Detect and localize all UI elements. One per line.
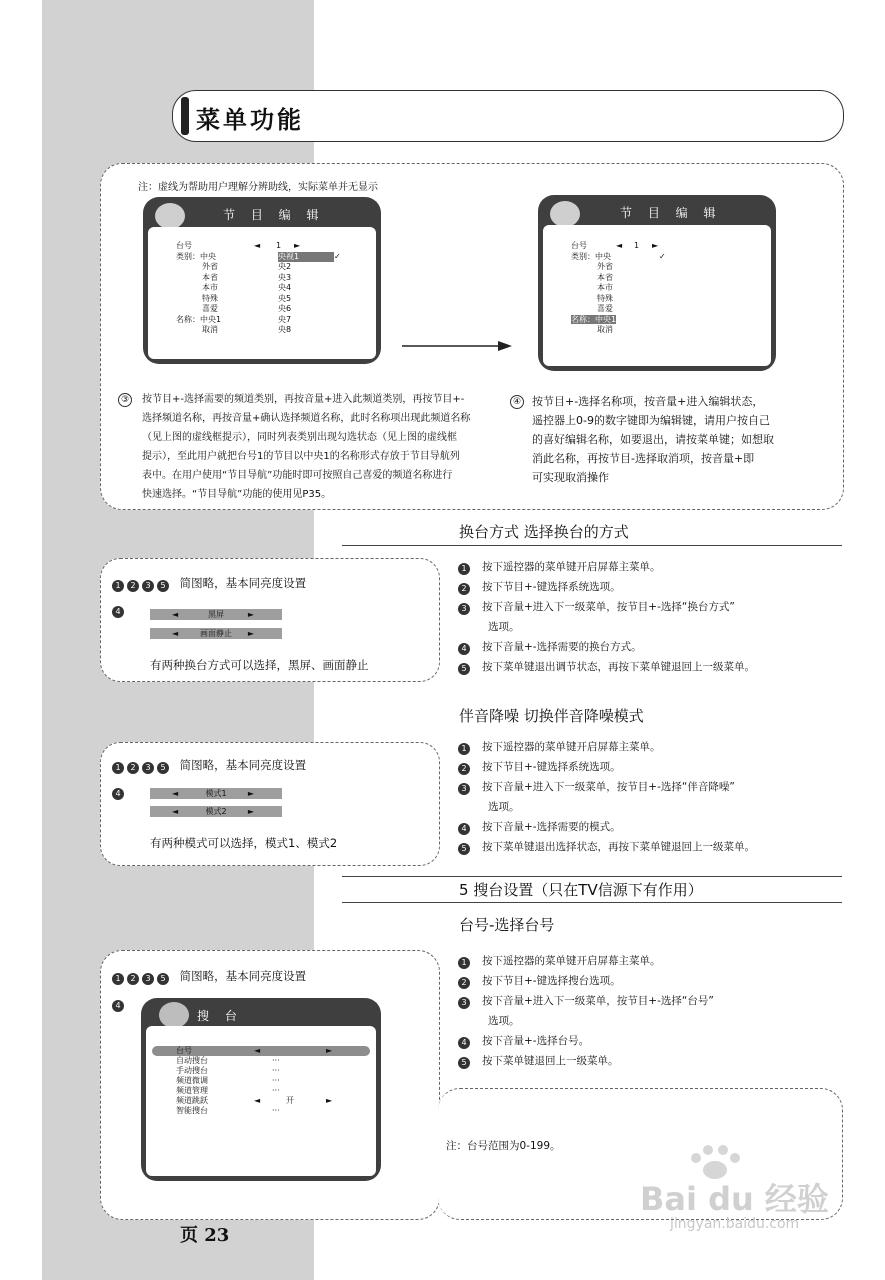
step3-block [118,390,498,504]
screen-right [538,195,776,371]
screen-left-body [148,227,376,359]
arrow-right-icon [400,338,515,354]
section3-note: 注：台号范围为0-199。 [446,1140,561,1152]
list-item: 1 按下遥控器的菜单键开启屏幕主菜单。 [458,951,848,971]
section2-side-heading: 1 2 3 5 简图略，基本同亮度设置 [112,757,306,774]
search-menu-body [146,1026,376,1176]
screen-right-body [543,225,771,366]
list-item: 3 按下音量+进入下一级菜单，按节目+-选择“换台方式” [458,597,848,617]
page-title: 菜单功能 [196,106,304,134]
section1-side-heading: 1 2 3 5 简图略，基本同亮度设置 [112,575,306,592]
screen-left-title: 节 目 编 辑 [223,208,325,222]
list-item: 频道管理 ··· [176,1086,280,1095]
section3-num4: 4 [112,992,127,1012]
list-item: 3 按下音量+进入下一级菜单，按节目+-选择“伴音降噪” [458,777,848,797]
watermark-url: jingyan.baidu.com [670,1216,800,1232]
step4-text: 按节目+-选择名称项，按音量+进入编辑状态， 遥控器上0-9的数字键即为编辑键，请用户按自己 的喜好编辑名称，如要退出，请按菜单键；如想取 消此名称，再按节目-选择取消项，按音量+即 可实现取消操作 [532,395,774,484]
section2-num4: 4 [112,780,127,800]
section3-side-heading: 1 2 3 5 简图略，基本同亮度设置 [112,968,306,985]
list-item: 5 按下菜单键退回上一级菜单。 [458,1051,848,1071]
section3-heading: 台号-选择台号 [459,916,555,934]
list-item: 4 按下音量+-选择需要的换台方式。 [458,637,848,657]
list-item: 特殊 央5 [202,293,292,303]
list-item: 选项。 [488,1015,520,1027]
tv-logo-icon [159,1002,189,1028]
tv-logo-icon [550,201,580,227]
page-number: 页 23 [180,1225,230,1246]
section2-option-bar: ◄ 模式1 ► [150,788,282,799]
list-item: 2 按下节目+-键选择系统选项。 [458,757,848,777]
list-item: 特殊 [597,293,613,303]
list-item: 频道跳跃 ◄ 开 ► [176,1096,333,1105]
list-item: 取消 [597,325,613,334]
section2-option-bar: ◄ 模式2 ► [150,806,282,817]
title-accent-bar [181,97,189,135]
step3-number: ③ [118,393,132,407]
list-item: 喜爱 央6 [202,304,292,313]
tv-logo-icon [155,203,185,229]
list-item: 2 按下节目+-键选择系统选项。 [458,577,848,597]
list-item: 5 按下菜单键退出调节状态，再按下菜单键退回上一级菜单。 [458,657,848,677]
screen-left-rows [176,241,341,336]
list-item: 台号 ◄ 1 ► [571,241,659,250]
step4-number: ④ [510,395,524,409]
section1-rule [342,545,842,546]
list-item: 取消 央8 [202,325,292,334]
list-item: 外省 央2 [202,262,292,271]
step3-text: 按节目+-选择需要的频道类别，再按音量+进入此频道类别，再按节目+- 选择频道名称，再按音量+确认选择频道名称，此时名称项出现此频道名称 （见上图的虚线框提示），同时列表类别出现勾选状态（见上图的虚线框 提示），至此用户就把台号1的节目以中央1的名称形式存放于节目导航列 表中。在用户使用“节目导航”功能时即可按照自己喜爱的频道名称进行 快速选择。“节目导航”功能的使用见P35。 [142,394,471,500]
section2-steps [458,737,848,857]
section2-heading: 伴音降噪 切换伴音降噪模式 [459,707,644,725]
section1-option-bar: ◄ 画面静止 ► [150,628,282,639]
top-note: 注：虚线为帮助用户理解分辨助线，实际菜单并无显示 [138,182,378,193]
list-item: 喜爱 [597,304,613,313]
list-item: 类别：中央 央视1 ✓ [176,251,341,261]
list-item: 本市 央4 [202,283,292,292]
section3-rule-bottom [342,902,842,903]
list-item: 外省 [597,262,613,271]
list-item: 1 按下遥控器的菜单键开启屏幕主菜单。 [458,557,848,577]
list-item: 名称：中央1 [571,314,617,324]
section1-option-bar: ◄ 黑屏 ► [150,609,282,620]
list-item: 本省 央3 [202,272,292,282]
list-item: 5 按下菜单键退出选择状态，再按下菜单键退回上一级菜单。 [458,837,848,857]
section3-steps [458,951,848,1071]
list-item: 频道微调 ··· [176,1076,280,1085]
list-item: 台号 ◄ 1 ► [176,241,301,250]
screen-right-title: 节 目 编 辑 [620,206,722,220]
list-item: 3 按下音量+进入下一级菜单，按节目+-选择“台号” [458,991,848,1011]
list-item: 智能搜台 ··· [176,1106,280,1115]
section3-main-heading: 5 搜台设置（只在TV信源下有作用） [459,881,703,899]
list-item: 手动搜台 ··· [176,1066,280,1075]
section1-steps [458,557,848,677]
list-item: 本省 [597,272,613,282]
search-menu-screen [141,998,381,1181]
section1-side-text: 有两种换台方式可以选择，黑屏、画面静止 [150,658,369,672]
list-item: 选项。 [488,621,520,633]
watermark-brand: Bai du 经验 [640,1180,829,1218]
list-item: 2 按下节目+-键选择搜台选项。 [458,971,848,991]
list-item: 本市 [597,283,613,292]
list-item: 名称：中央1 央7 [176,314,292,324]
list-item: 类别：中央 ✓ [571,251,666,261]
search-menu-rows [176,1046,371,1116]
section1-num4: 4 [112,598,127,618]
step4-block [510,392,830,487]
list-item: 4 按下音量+-选择需要的模式。 [458,817,848,837]
search-menu-title: 搜 台 [197,1009,243,1023]
screen-left [143,197,381,364]
section2-side-text: 有两种模式可以选择，模式1、模式2 [150,836,338,850]
list-item: 4 按下音量+-选择台号。 [458,1031,848,1051]
list-item: 1 按下遥控器的菜单键开启屏幕主菜单。 [458,737,848,757]
section1-heading: 换台方式 选择换台的方式 [459,523,629,541]
list-item: 台号 ◄ ► [176,1046,333,1055]
list-item: 自动搜台 ··· [176,1056,280,1065]
section3-rule-top [342,876,842,877]
screen-right-rows [571,241,666,336]
list-item: 选项。 [488,801,520,813]
